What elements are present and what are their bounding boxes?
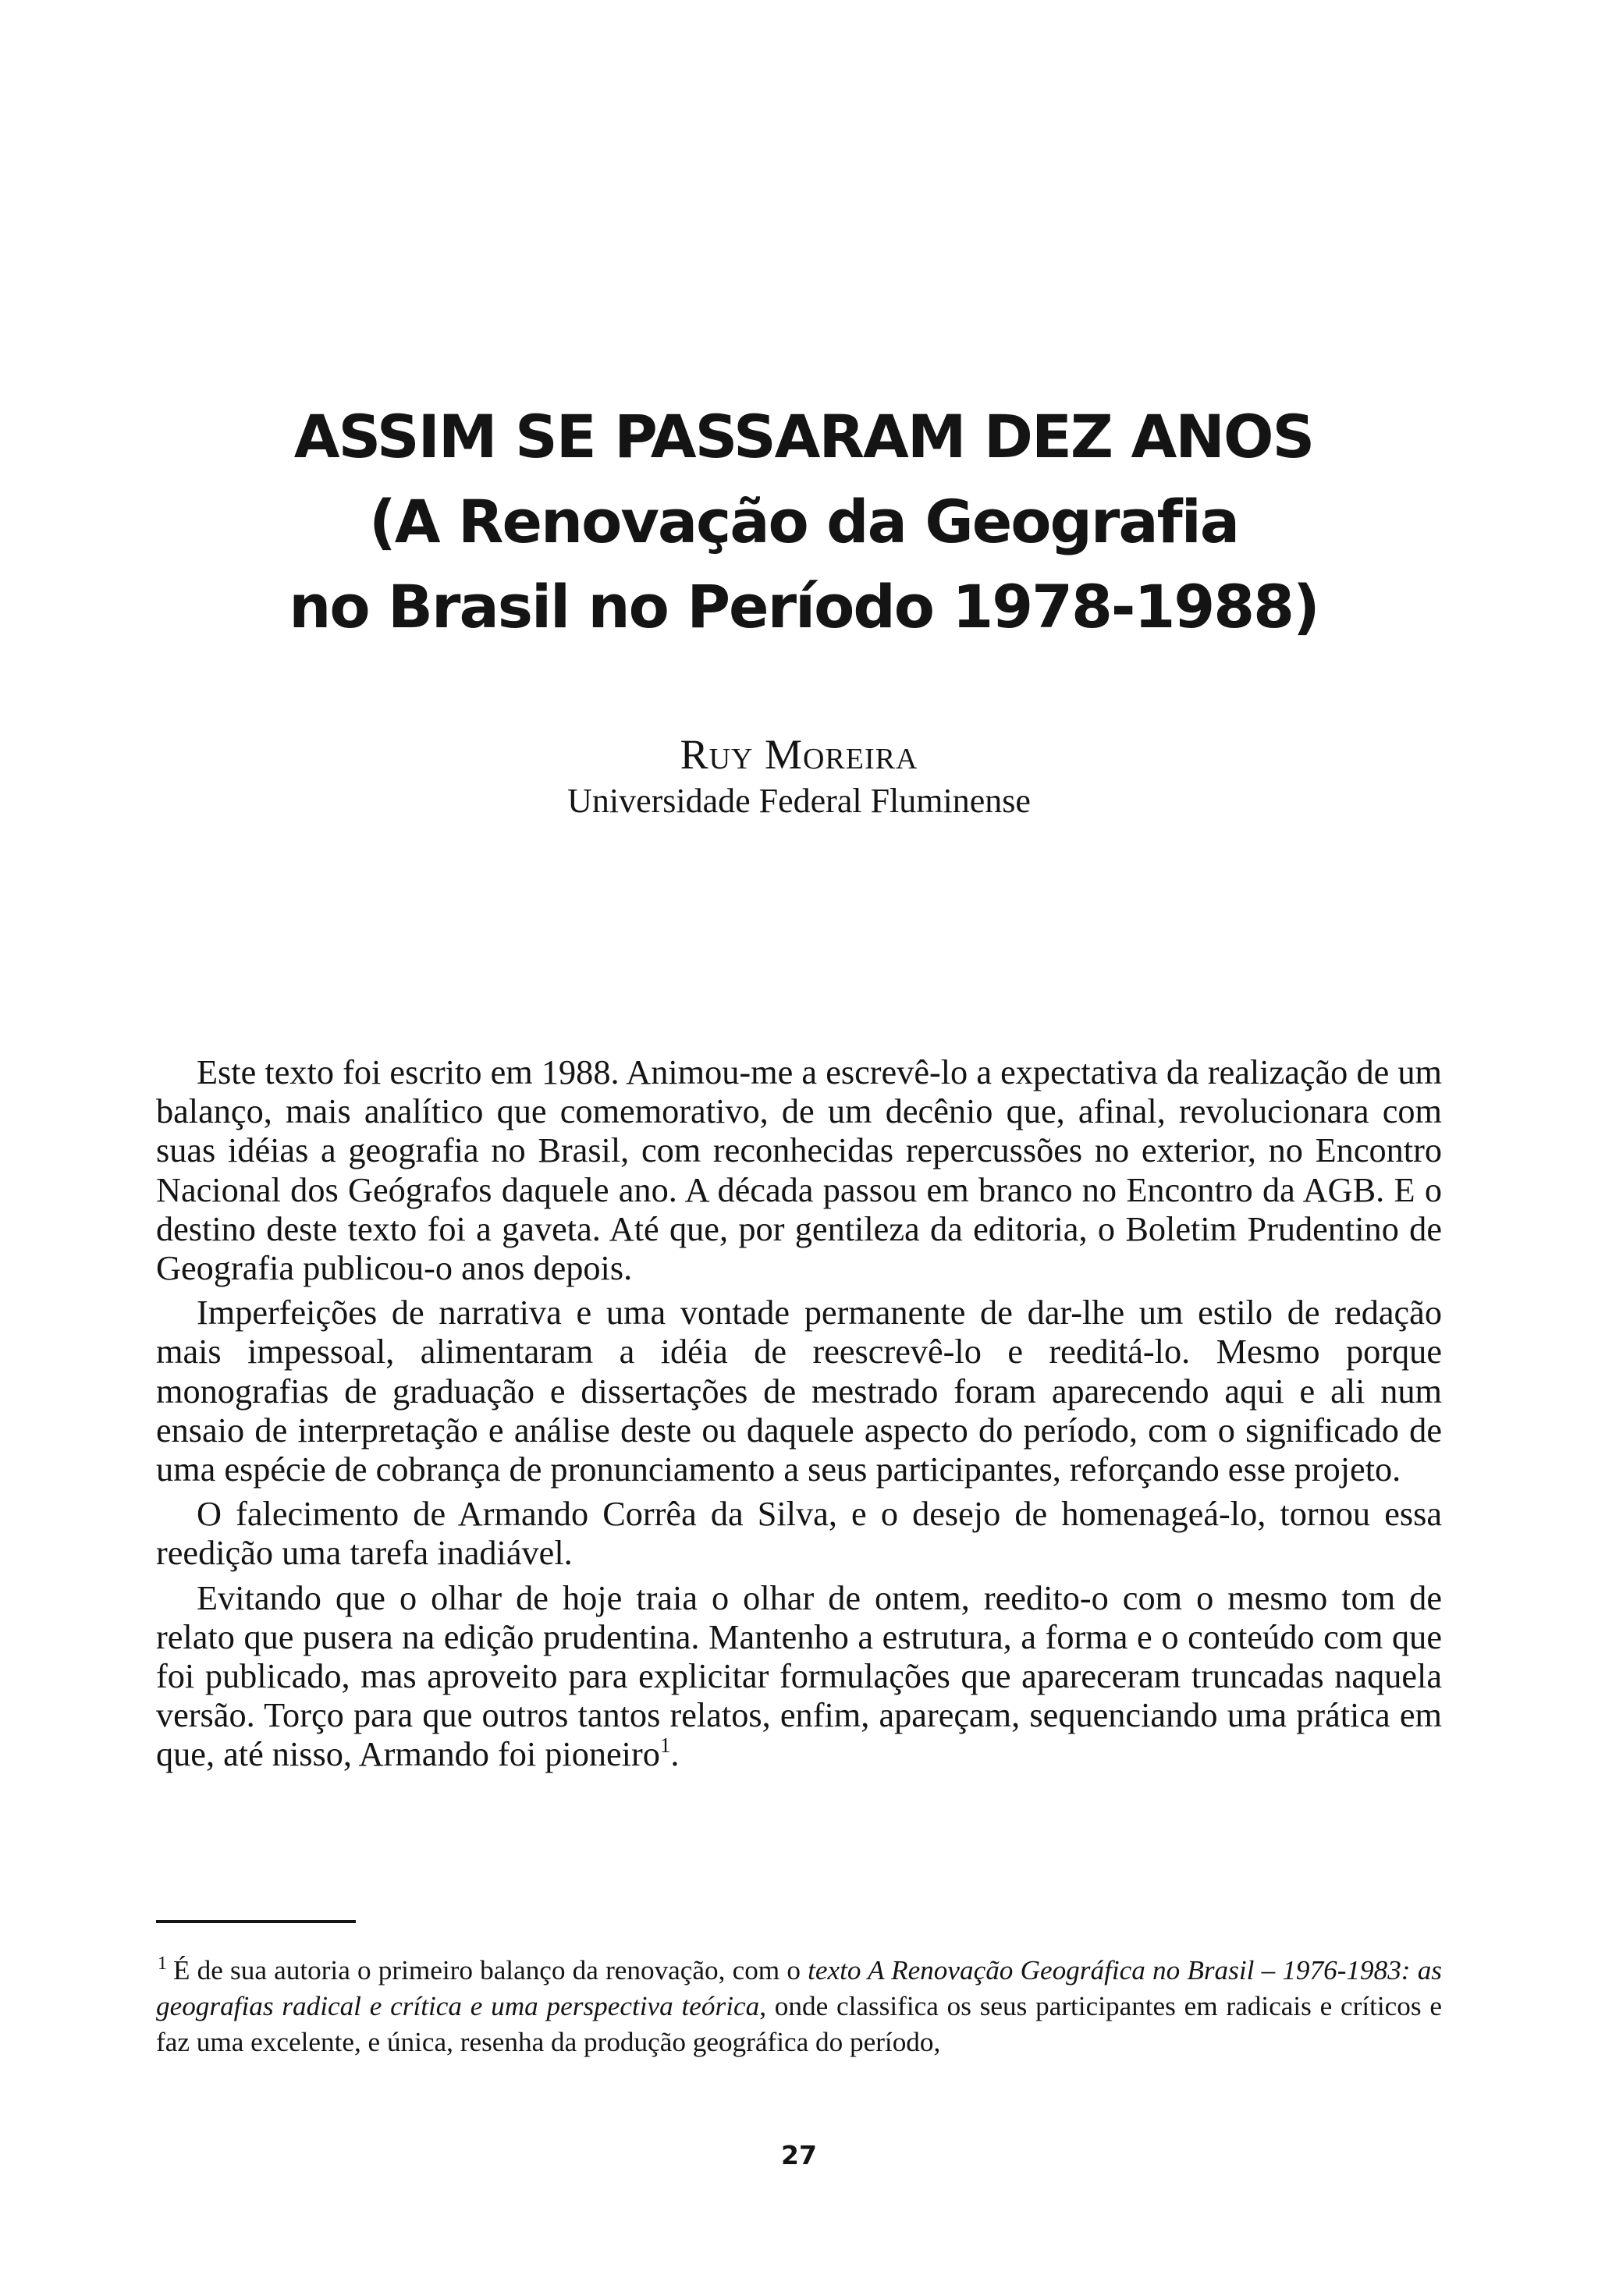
body-paragraph-1: Este texto foi escrito em 1988. Animou-me a escrevê-lo a expectativa da realização de um balanço, mais analítico que comemorativo, de um decênio que, afinal, revolucionara com suas idéias a geografia no Brasil, com reconhecidas repercussões no exterior, no Encontro Nacional dos Geógrafos daquele ano. A década passou em branco no Encontro da AGB. E o destino deste texto foi a gaveta. Até que, por gentileza da editoria, o Boletim Prudentino de Geografia publicou-o anos depois.: [156, 1053, 1442, 1288]
author-affiliation: Universidade Federal Fluminense: [567, 782, 1031, 820]
title-line-3: no Brasil no Período 1978-1988): [289, 572, 1319, 641]
body-paragraph-4-text: Evitando que o olhar de hoje traia o olhar de ontem, reedito-o com o mesmo tom de relato que pusera na edição prudentina. Mantenho a estrutura, a forma e o conteúdo com que foi publicado, mas aproveito para explicitar formulações que apareceram truncadas naquela versão. Torço para que outros tantos relatos, enfim, apareçam, sequenciando uma prática em que, até nisso, Armando foi pioneiro: [156, 1578, 1442, 1774]
footnote-reference[interactable]: 1: [659, 1734, 671, 1758]
footnote-text-before: É de sua autoria o primeiro balanço da renovação, com o: [173, 1955, 808, 1985]
footnote-italic-title: texto A Renovação Geográfica no Brasil – 1976-1983: as geografias radical e crítica e uma perspectiva teórica: [156, 1955, 1442, 2021]
page-number: 27: [781, 2140, 817, 2170]
title-line-1: ASSIM SE PASSARAM DEZ ANOS: [293, 402, 1314, 471]
body-paragraph-3: O falecimento de Armando Corrêa da Silva, e o desejo de homenageá-lo, tornou essa reedição uma tarefa inadiável.: [156, 1495, 1442, 1573]
author-name: Ruy Moreira: [680, 731, 918, 778]
article-title: [257, 394, 1350, 649]
title-line-2: (A Renovação da Geografia: [368, 487, 1239, 556]
body-paragraph-4: [156, 1579, 1442, 1775]
paragraph-end-punctuation: .: [670, 1735, 680, 1774]
body-paragraph-2: Imperfeições de narrativa e uma vontade permanente de dar-lhe um estilo de redação mais impessoal, alimentaram a idéia de reescrevê-lo e reeditá-lo. Mesmo porque monografias de graduação e dissertações de mestrado foram aparecendo aqui e ali num ensaio de interpretação e análise deste ou daquele aspecto do período, com o significado de uma espécie de cobrança de pronunciamento a seus participantes, reforçando esse projeto.: [156, 1293, 1442, 1489]
footnote-marker: 1: [158, 1954, 167, 1974]
article-body: [156, 1053, 1442, 1780]
footnote-text-after: , onde classifica os seus participantes em radicais e críticos e faz uma excelente, e única, resenha da produção geográfica do período,: [156, 1991, 1442, 2057]
footnote-separator: [156, 1920, 356, 1923]
footnote: [156, 1953, 1442, 2060]
